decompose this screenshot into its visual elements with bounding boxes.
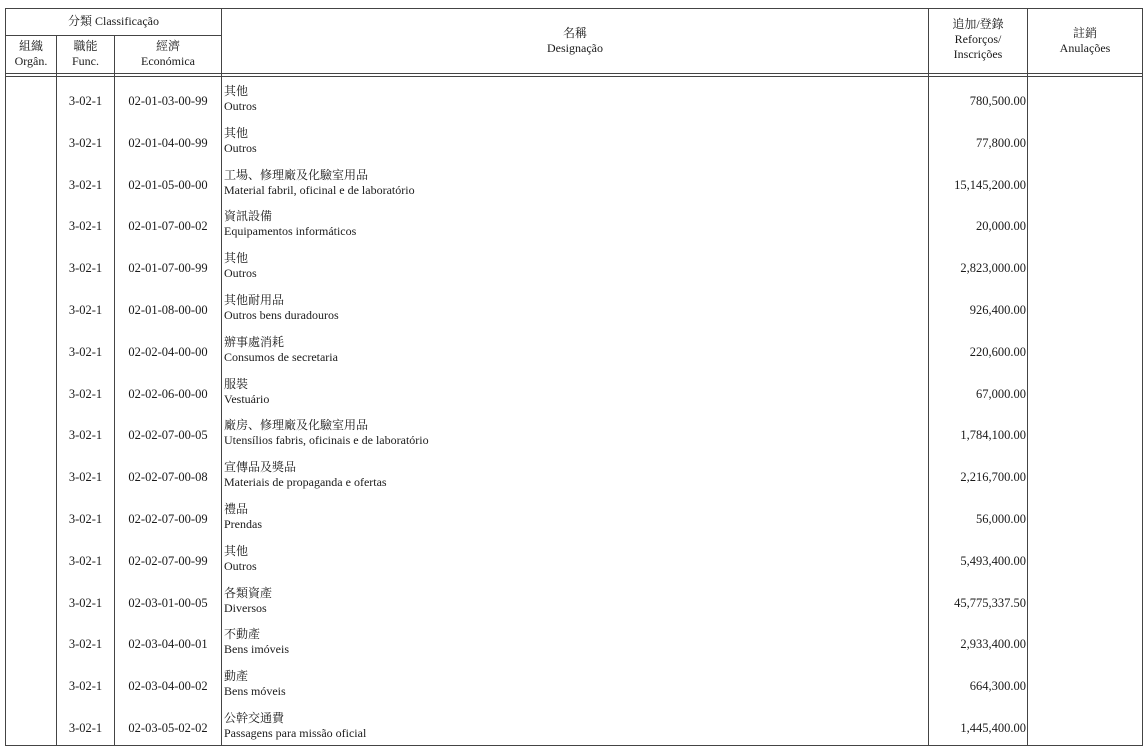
divider-header-body-double <box>6 76 1142 77</box>
amount-reinforce: 2,823,000.00 <box>960 261 1026 276</box>
amount-reinforce: 20,000.00 <box>976 219 1026 234</box>
budget-table <box>5 8 1143 746</box>
func-code: 3-02-1 <box>68 135 103 150</box>
designation-zh: 不動產 <box>224 627 261 642</box>
econ-code: 02-02-04-00-00 <box>128 344 208 359</box>
amount-reinforce: 2,216,700.00 <box>960 470 1026 485</box>
header-reinforce-pt1: Reforços/ <box>954 32 1002 46</box>
amount-reinforce: 45,775,337.50 <box>954 595 1026 610</box>
header-reinforce-pt2: Inscrições <box>953 47 1003 61</box>
designation-pt: Equipamentos informáticos <box>224 224 357 239</box>
designation-pt: Material fabril, oficinal e de laboratório <box>224 182 415 197</box>
header-name-pt: Designação <box>547 41 603 55</box>
divider-classification <box>6 35 221 36</box>
header-classification: 分類 Classificação <box>68 14 159 28</box>
table-row <box>6 204 1142 246</box>
header-name <box>222 26 928 56</box>
designation-pt: Passagens para missão oficial <box>224 726 367 740</box>
econ-code: 02-02-07-00-09 <box>128 512 208 526</box>
designation <box>224 586 272 616</box>
func-code: 3-02-1 <box>68 261 103 276</box>
divider-header-body <box>6 73 1142 74</box>
header-reinforce-zh: 追加/登錄 <box>952 17 1004 31</box>
designation <box>224 377 269 407</box>
amount-reinforce: 780,500.00 <box>969 94 1026 108</box>
econ-code: 02-02-07-00-08 <box>128 470 208 485</box>
designation-zh: 宣傳品及獎品 <box>224 460 297 475</box>
designation <box>224 711 366 741</box>
header-cancel-pt: Anulações <box>1059 41 1111 55</box>
header-organ-pt: Orgân. <box>14 54 48 68</box>
func-code: 3-02-1 <box>68 344 103 359</box>
table-row <box>6 581 1142 623</box>
designation-zh: 各類資產 <box>224 585 273 600</box>
header-organ-zh: 組織 <box>18 39 43 53</box>
designation-pt: Materiais de propaganda e ofertas <box>224 475 387 490</box>
header-reinforce <box>929 17 1027 62</box>
table-row <box>6 455 1142 497</box>
designation-pt: Prendas <box>224 517 262 531</box>
designation <box>224 293 339 323</box>
table-row <box>6 246 1142 288</box>
designation-pt: Utensílios fabris, oficinais e de laboratório <box>224 433 429 448</box>
econ-code: 02-03-04-00-02 <box>128 679 208 694</box>
econ-code: 02-01-05-00-00 <box>128 177 208 192</box>
designation-zh: 工場、修理廠及化驗室用品 <box>224 167 369 182</box>
func-code: 3-02-1 <box>68 679 103 694</box>
table-row <box>6 539 1142 581</box>
econ-code: 02-01-08-00-00 <box>128 303 208 317</box>
table-row <box>6 288 1142 330</box>
amount-reinforce: 56,000.00 <box>976 512 1026 526</box>
designation <box>224 418 429 448</box>
designation <box>224 460 387 490</box>
econ-code: 02-01-04-00-99 <box>128 135 208 150</box>
header-econ-pt: Económica <box>141 54 195 68</box>
designation-pt: Vestuário <box>224 391 270 406</box>
econ-code: 02-01-07-00-02 <box>128 219 208 234</box>
table-row <box>6 706 1142 748</box>
table-row <box>6 413 1142 455</box>
designation <box>224 84 257 114</box>
econ-code: 02-03-04-00-01 <box>128 637 208 652</box>
func-code: 3-02-1 <box>68 721 103 735</box>
amount-reinforce: 15,145,200.00 <box>954 177 1026 192</box>
econ-code: 02-02-07-00-05 <box>128 428 208 443</box>
econ-code: 02-03-05-02-02 <box>128 721 208 735</box>
amount-reinforce: 664,300.00 <box>969 679 1026 694</box>
table-row <box>6 79 1142 121</box>
header-name-zh: 名稱 <box>562 26 587 40</box>
func-code: 3-02-1 <box>68 303 103 317</box>
func-code: 3-02-1 <box>68 94 103 108</box>
econ-code: 02-02-06-00-00 <box>128 386 208 401</box>
econ-code: 02-02-07-00-99 <box>128 553 208 568</box>
header-cancel-zh: 註銷 <box>1072 26 1097 40</box>
func-code: 3-02-1 <box>68 512 103 526</box>
designation-zh: 其他耐用品 <box>224 293 285 307</box>
func-code: 3-02-1 <box>68 219 103 234</box>
designation <box>224 627 289 657</box>
amount-reinforce: 220,600.00 <box>969 344 1026 359</box>
designation <box>224 251 257 281</box>
func-code: 3-02-1 <box>68 428 103 443</box>
econ-code: 02-01-07-00-99 <box>128 261 208 276</box>
econ-code: 02-03-01-00-05 <box>128 595 208 610</box>
designation-pt: Bens imóveis <box>224 642 289 657</box>
header-econ <box>115 39 221 69</box>
table-row <box>6 664 1142 706</box>
designation-pt: Bens móveis <box>224 684 286 699</box>
amount-reinforce: 926,400.00 <box>969 303 1026 317</box>
designation-zh: 服裝 <box>224 376 249 391</box>
designation-zh: 資訊設備 <box>224 209 273 224</box>
designation-pt: Outros <box>224 266 257 281</box>
func-code: 3-02-1 <box>68 637 103 652</box>
header-func <box>57 39 114 69</box>
econ-code: 02-01-03-00-99 <box>128 94 208 108</box>
table-row <box>6 121 1142 163</box>
designation <box>224 502 262 532</box>
designation <box>224 335 338 365</box>
amount-reinforce: 77,800.00 <box>976 135 1026 150</box>
func-code: 3-02-1 <box>68 470 103 485</box>
designation-zh: 禮品 <box>224 502 249 516</box>
table-row <box>6 163 1142 205</box>
func-code: 3-02-1 <box>68 553 103 568</box>
amount-reinforce: 2,933,400.00 <box>960 637 1026 652</box>
table-row <box>6 372 1142 414</box>
amount-reinforce: 67,000.00 <box>976 386 1026 401</box>
amount-reinforce: 5,493,400.00 <box>960 553 1026 568</box>
designation-zh: 動產 <box>224 669 249 684</box>
header-econ-zh: 經濟 <box>155 39 180 53</box>
table-row <box>6 622 1142 664</box>
designation <box>224 168 415 198</box>
func-code: 3-02-1 <box>68 177 103 192</box>
designation-zh: 其他 <box>224 84 249 98</box>
designation <box>224 126 257 156</box>
header-cancel <box>1028 26 1142 56</box>
designation-zh: 辦事處消耗 <box>224 334 285 349</box>
designation-pt: Diversos <box>224 600 267 615</box>
header-func-zh: 職能 <box>73 39 98 53</box>
header-func-pt: Func. <box>72 54 99 68</box>
designation-zh: 公幹交通費 <box>224 711 285 725</box>
func-code: 3-02-1 <box>68 386 103 401</box>
designation-pt: Outros <box>224 140 257 155</box>
designation <box>224 544 257 574</box>
designation-pt: Consumos de secretaria <box>224 349 338 364</box>
amount-reinforce: 1,445,400.00 <box>960 721 1026 735</box>
designation-zh: 其他 <box>224 125 249 140</box>
amount-reinforce: 1,784,100.00 <box>960 428 1026 443</box>
designation-zh: 其他 <box>224 251 249 266</box>
designation <box>224 669 286 699</box>
table-row <box>6 497 1142 539</box>
designation <box>224 209 356 239</box>
designation-pt: Outros <box>224 558 257 573</box>
designation-pt: Outros bens duradouros <box>224 308 339 322</box>
designation-pt: Outros <box>224 99 257 113</box>
designation-zh: 其他 <box>224 543 249 558</box>
func-code: 3-02-1 <box>68 595 103 610</box>
header-organ <box>6 39 56 69</box>
table-row <box>6 330 1142 372</box>
designation-zh: 廠房、修理廠及化驗室用品 <box>224 418 369 433</box>
